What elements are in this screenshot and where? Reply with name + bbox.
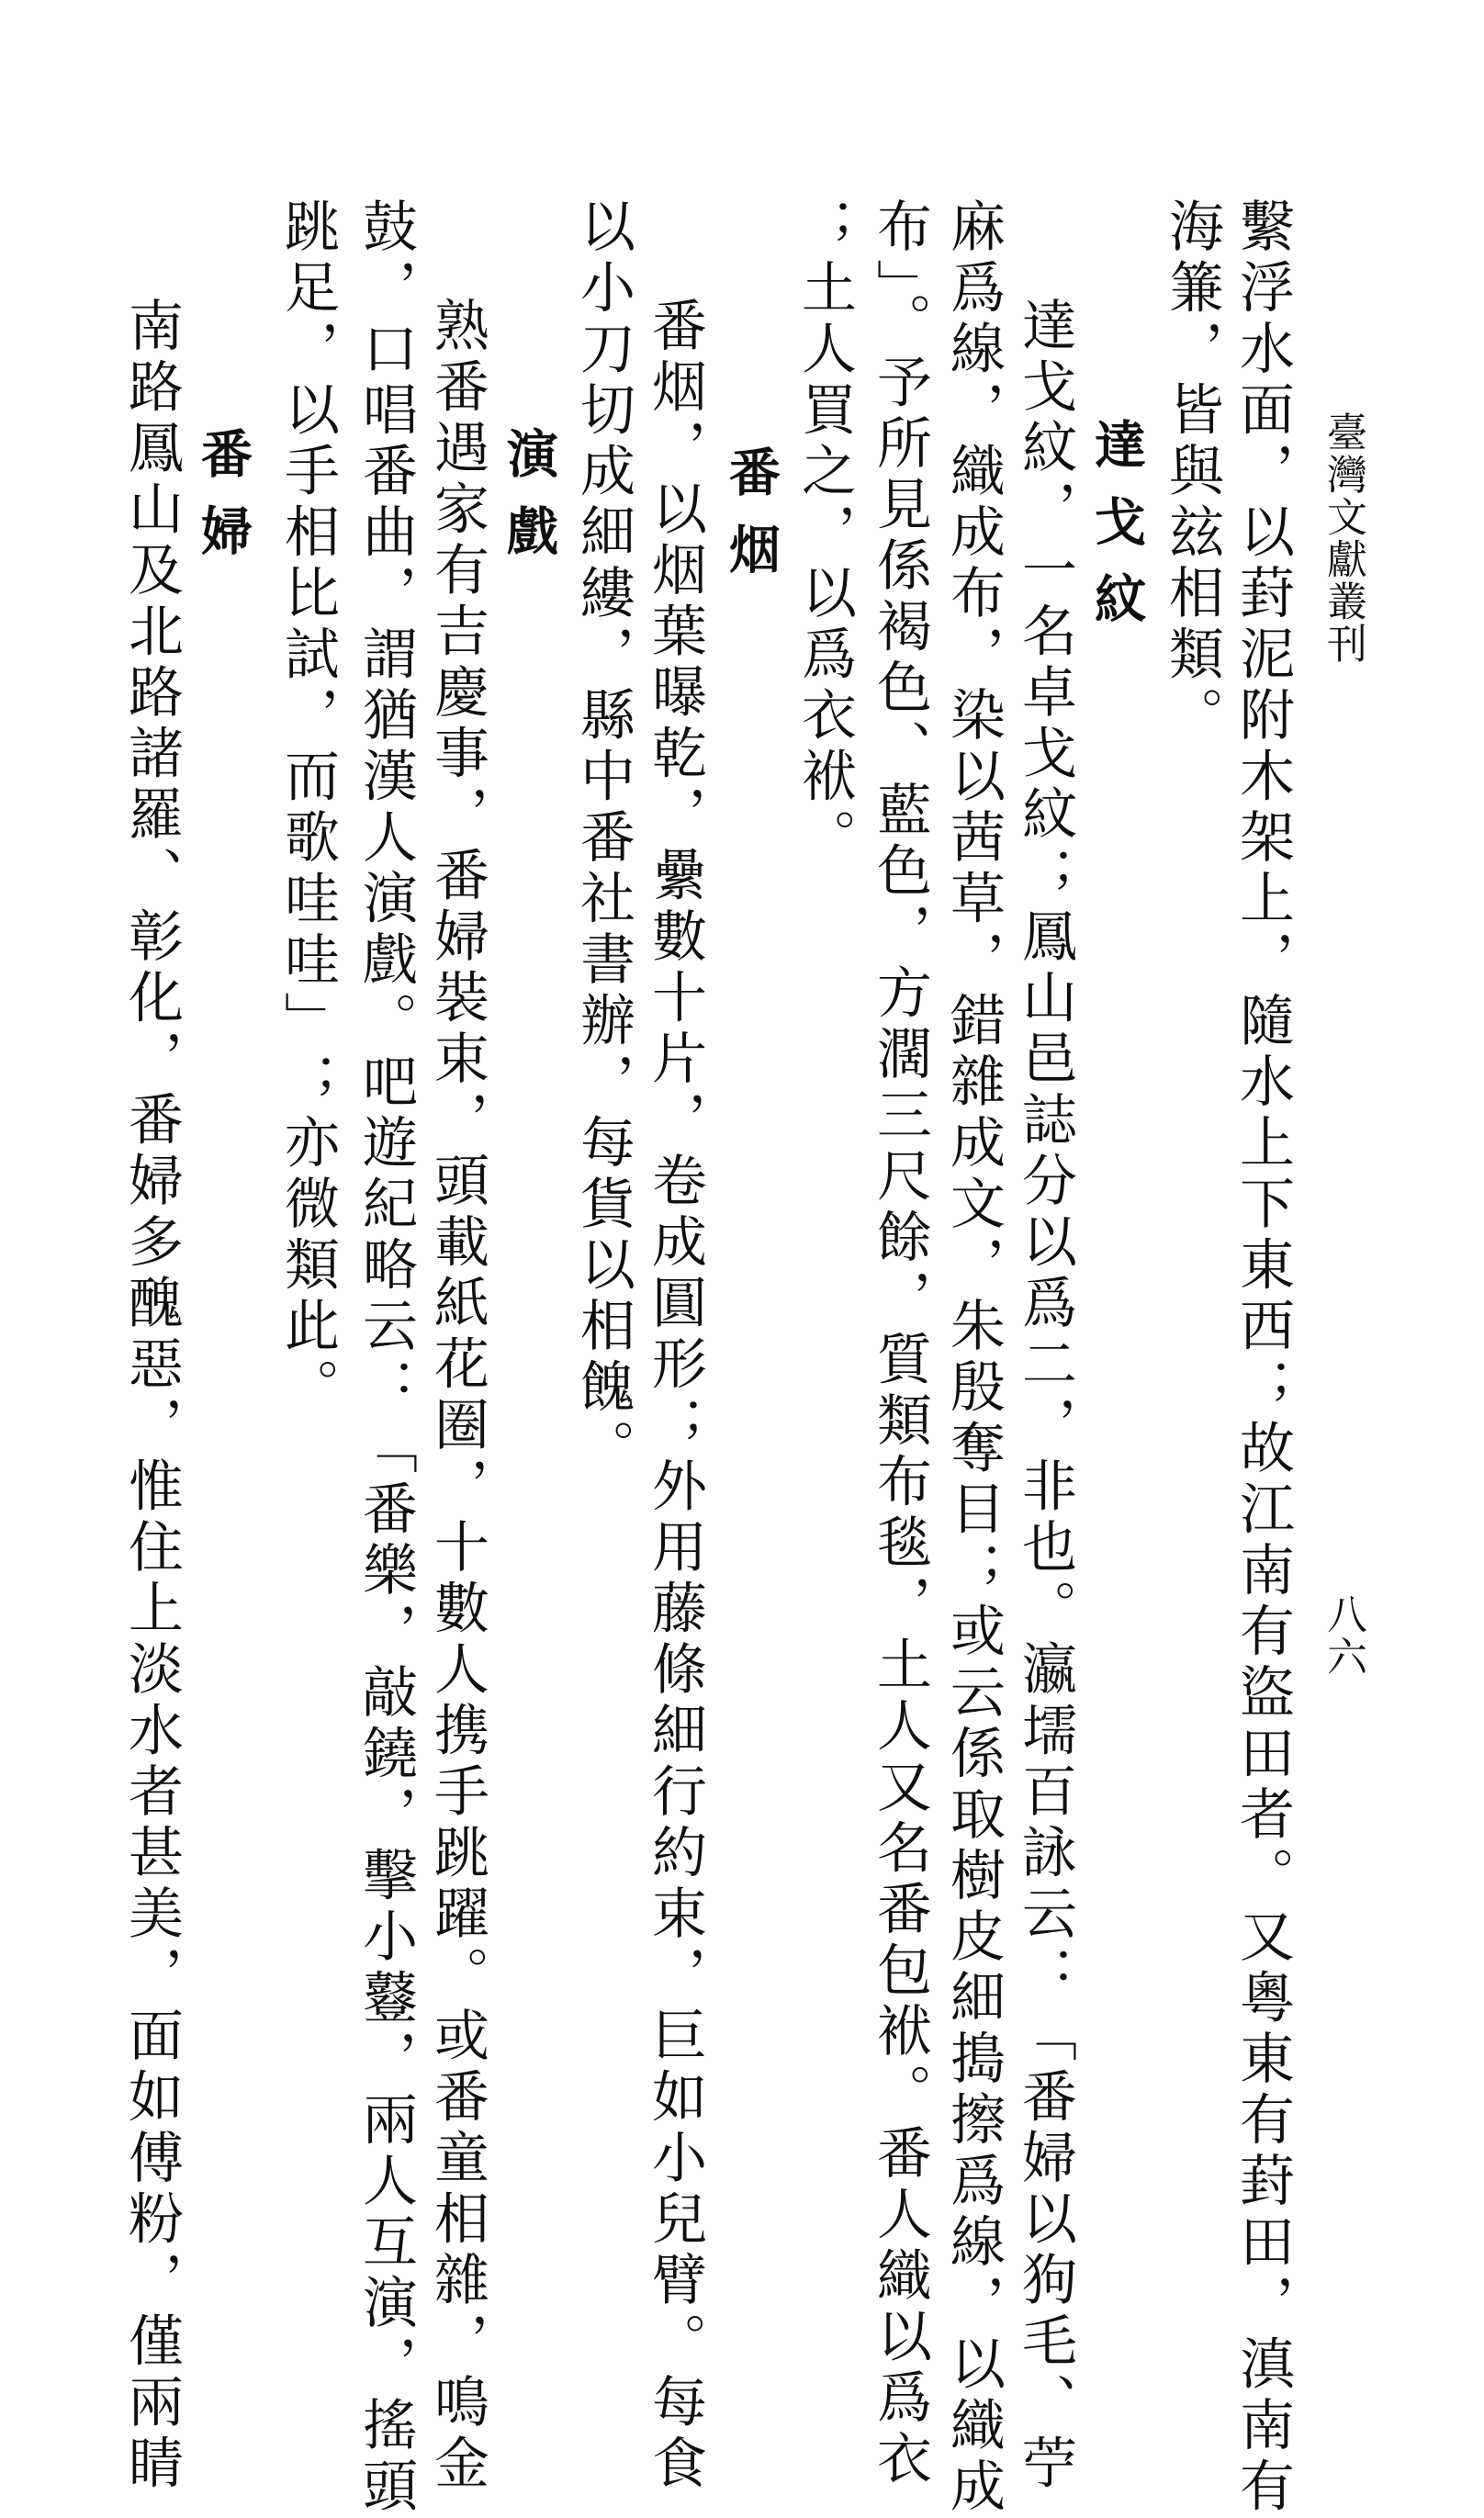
text-column: 番烟，以烟葉曝乾，纍數十片，卷成圓形；外用藤條細行約束，巨如小兒臂。每食 (643, 297, 707, 2495)
text-column: 跳足，以手相比試，而歌哇哇」；亦微類此。 (275, 197, 340, 1419)
series-title: 臺灣文獻叢刊 (1320, 411, 1366, 665)
text-column: 繫浮水面，以葑泥附木架上，隨水上下東西；故江南有盜田者。又粵東有葑田，滇南有 (1231, 197, 1295, 2518)
text-column: 熟番遇家有吉慶事，番婦裝束，頭載紙花圈，十數人携手跳躍。或番童相雜，鳴金 (425, 297, 489, 2495)
text-column: 海䈴，皆與玆相類。 (1160, 197, 1224, 748)
section-heading-dagewen: 達戈紋 (1086, 418, 1147, 649)
section-heading-fanyan: 番烟 (721, 445, 781, 600)
section-heading-yanxi: 演戲 (499, 427, 559, 581)
text-column: 以小刀切成細縷，縣中番社書辦，每貨以相餽。 (571, 197, 635, 1480)
text-column: 達戈紋，一名卓戈紋；鳳山邑誌分以爲二，非也。瀛壖百詠云：「番婦以狗毛、苧 (1013, 297, 1077, 2495)
section-heading-fanfu: 番婦 (193, 427, 253, 581)
text-column: 布」。予所見係褐色、藍色，方濶三尺餘，質類布毯，土人又名番包袱。番人織以爲衣 (868, 197, 932, 2490)
text-column: ；土人買之，以爲衣袱。 (793, 197, 857, 870)
text-column: 麻爲線，織成布，染以茜草，錯雜成文，朱殷奪目；或云係取樹皮細搗擦爲線，以織成 (941, 197, 1006, 2518)
text-column: 鼓，口唱番曲，謂猶漢人演戲。吧遊紀略云：「番樂，敲鐃，擊小鼟，兩人互演，搖頭 (354, 197, 418, 2518)
text-column: 南路鳳山及北路諸羅、彰化，番婦多醜惡，惟住上淡水者甚美，面如傅粉，僅兩睛 (119, 297, 184, 2495)
page-number: 八六 (1320, 1593, 1366, 1678)
